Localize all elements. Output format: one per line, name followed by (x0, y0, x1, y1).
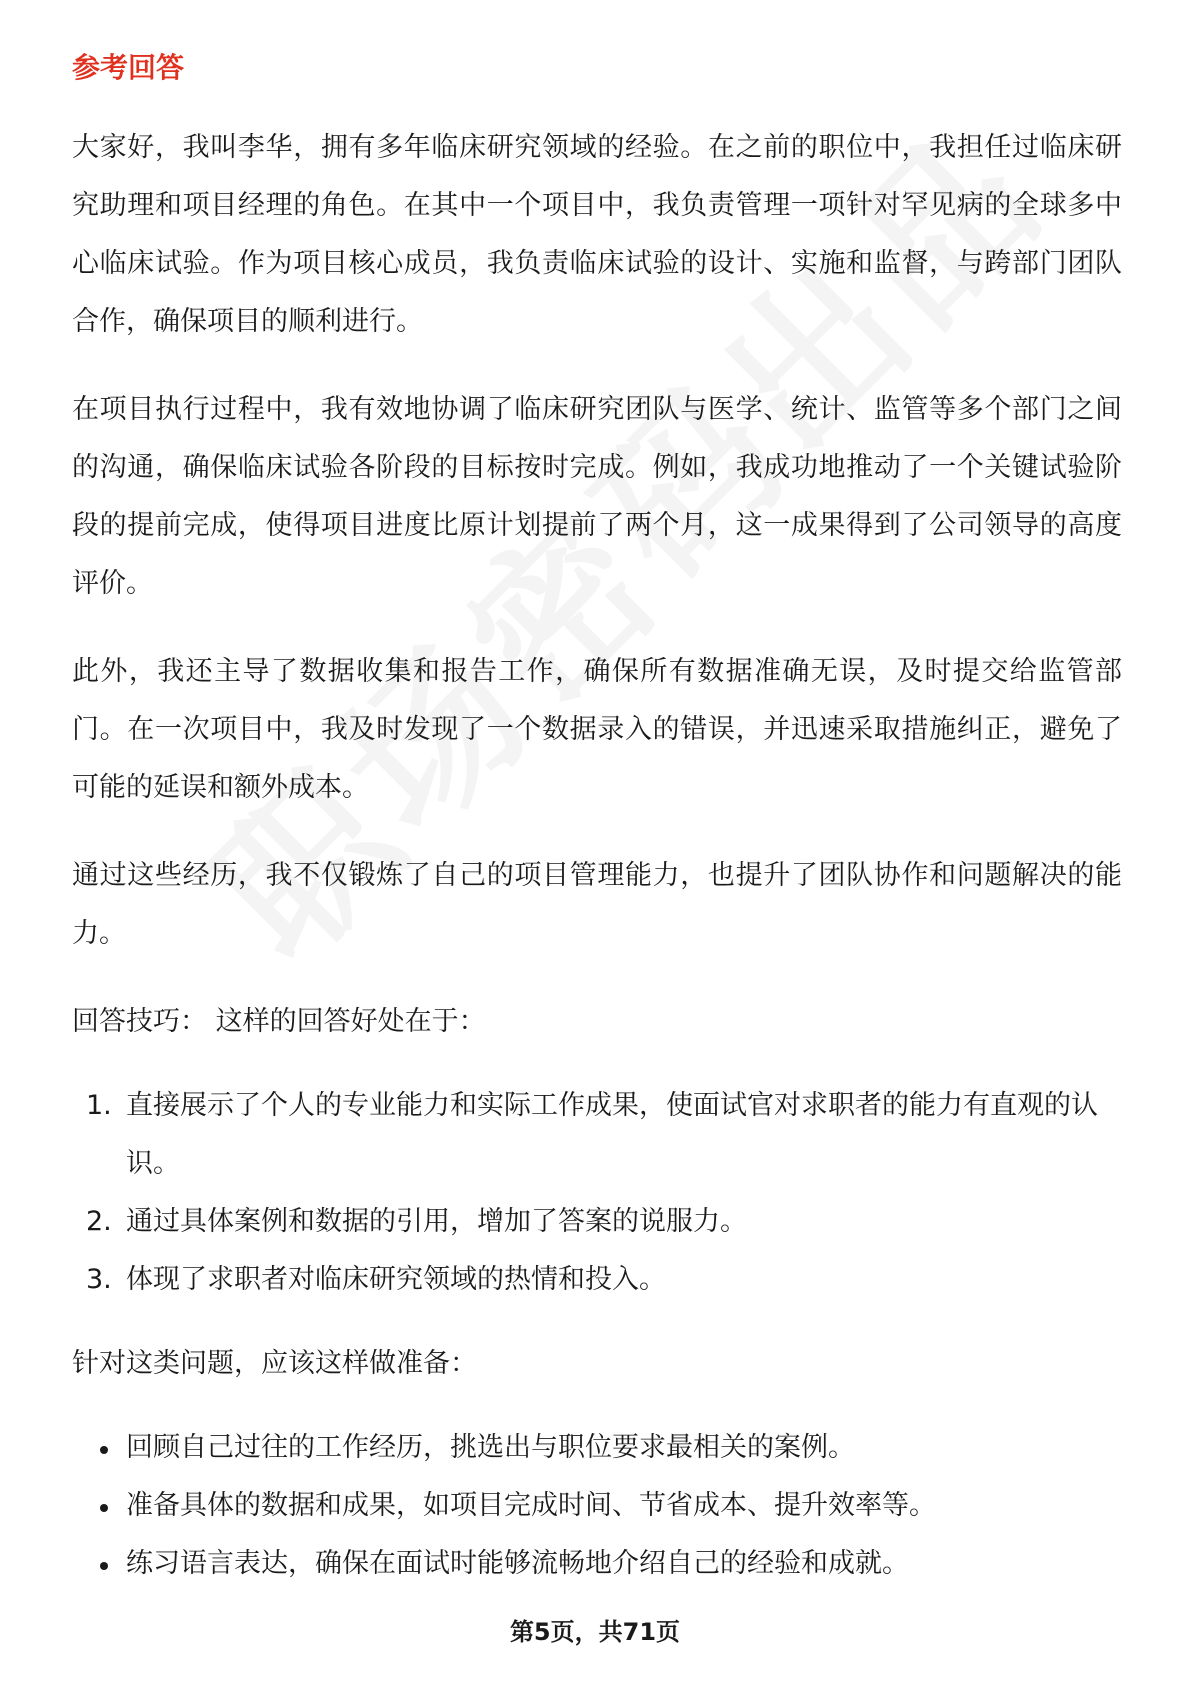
list-item (72, 1193, 1122, 1251)
tips-list (72, 1077, 1122, 1309)
list-item (72, 1419, 1122, 1477)
list-item (72, 1535, 1122, 1593)
list-item-text: 练习语言表达，确保在面试时能够流畅地介绍自己的经验和成就。 (126, 1548, 909, 1579)
bullet-icon (100, 1562, 108, 1570)
content (72, 48, 1122, 1593)
prep-intro: 针对这类问题，应该这样做准备： (72, 1348, 477, 1379)
section-heading: 参考回答 (72, 51, 185, 84)
list-number: 1. (86, 1090, 112, 1121)
list-number: 3. (86, 1264, 112, 1295)
list-item (72, 1077, 1122, 1193)
list-item-text: 体现了求职者对临床研究领域的热情和投入。 (126, 1264, 666, 1295)
answer-paragraph-1: 大家好，我叫李华，拥有多年临床研究领域的经验。在之前的职位中，我担任过临床研究助理和项目经理的角色。在其中一个项目中，我负责管理一项针对罕见病的全球多中心临床试验。作为项目核心成员，我负责临床试验的设计、实施和监督，与跨部门团队合作，确保项目的顺利进行。 (72, 132, 1122, 337)
prep-list (72, 1419, 1122, 1593)
list-number: 2. (86, 1206, 112, 1237)
answer-paragraph-4: 通过这些经历，我不仅锻炼了自己的项目管理能力，也提升了团队协作和问题解决的能力。 (72, 860, 1122, 949)
page-number: 第5页，共71页 (509, 1618, 681, 1646)
list-item-text: 回顾自己过往的工作经历，挑选出与职位要求最相关的案例。 (126, 1432, 855, 1463)
list-item-text: 通过具体案例和数据的引用，增加了答案的说服力。 (126, 1206, 747, 1237)
list-item-text: 直接展示了个人的专业能力和实际工作成果，使面试官对求职者的能力有直观的认识。 (126, 1090, 1098, 1179)
bullet-icon (100, 1504, 108, 1512)
list-item (72, 1251, 1122, 1309)
list-item (72, 1477, 1122, 1535)
answer-paragraph-3: 此外，我还主导了数据收集和报告工作，确保所有数据准确无误，及时提交给监管部门。在一次项目中，我及时发现了一个数据录入的错误，并迅速采取措施纠正，避免了可能的延误和额外成本。 (72, 656, 1122, 803)
bullet-icon (100, 1446, 108, 1454)
tips-intro: 回答技巧： 这样的回答好处在于： (72, 1006, 486, 1037)
answer-paragraph-2: 在项目执行过程中，我有效地协调了临床研究团队与医学、统计、监管等多个部门之间的沟通，确保临床试验各阶段的目标按时完成。例如，我成功地推动了一个关键试验阶段的提前完成，使得项目进度比原计划提前了两个月，这一成果得到了公司领导的高度评价。 (72, 394, 1122, 599)
list-item-text: 准备具体的数据和成果，如项目完成时间、节省成本、提升效率等。 (126, 1490, 936, 1521)
